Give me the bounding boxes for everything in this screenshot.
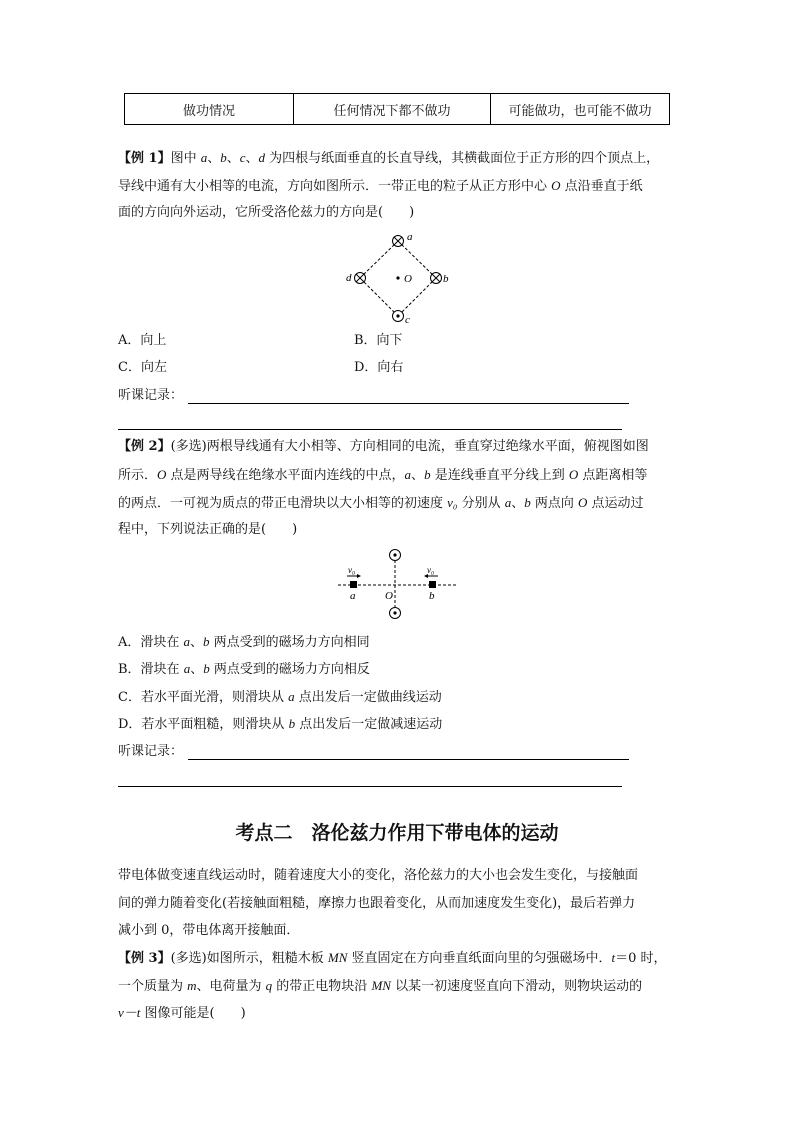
ex1-option-d: D．向右 [354,360,404,375]
ex1-option-c: C．向左 [118,360,167,375]
ex1-record-line [188,403,629,404]
table-cell: 任何情况下都不做功 [294,94,491,125]
wire-b-into-page-icon [431,273,442,284]
ex2-line-4: 程中，下列说法正确的是( ) [118,522,298,537]
table-row [125,94,670,125]
label-O: O [404,273,412,285]
wire-bottom-out-of-page-icon [390,608,401,619]
ex1-record-line-2 [118,429,622,430]
wire-a-into-page-icon [393,236,404,247]
ex1-tag: 【例 1】 [118,151,171,166]
ex2-tag: 【例 2】 [118,439,171,454]
slider-a-block-icon [350,581,357,588]
ex1-line-3: 面的方向向外运动，它所受洛伦兹力的方向是( ) [118,205,415,220]
table-cell: 可能做功，也可能不做功 [491,94,670,125]
ex2-option-d: D．若水平面粗糙，则滑块从 b 点出发后一定做减速运动 [118,716,443,732]
label-c: c [405,314,410,326]
ex2-line-3: 的两点．一可视为质点的带正电滑块以大小相等的初速度 v₀ 分别从 a、b 两点向 O 点运动过 [118,495,644,511]
ex3-line-3: v－t 图像可能是( ) [118,1005,246,1021]
ex1-line-1: 【例 1】图中 a、b、c、d 为四根与纸面垂直的长直导线，其横截面位于正方形的四个顶点上， [118,150,660,166]
ex1-option-a: A．向上 [118,333,167,348]
ex2-option-c: C．若水平面光滑，则滑块从 a 点出发后一定做曲线运动 [118,689,442,705]
ex3-tag: 【例 3】 [118,951,171,966]
label-O: O [385,590,393,602]
ex2-line-1: 【例 2】(多选)两根导线通有大小相等、方向相同的电流，垂直穿过绝缘水平面，俯视图如图 [118,439,649,454]
ex3-line-2: 一个质量为 m、电荷量为 q 的带正电物块沿 MN 以某一初速度竖直向下滑动，则物块运动的 [118,978,643,994]
ex2-record-line-2 [118,786,622,787]
ex2-line-2: 所示．O 点是两导线在绝缘水平面内连线的中点，a、b 是连线垂直平分线上到 O 点距离相等 [118,467,648,483]
wire-c-out-of-page-icon [393,311,404,322]
ex1-option-b: B．向下 [354,333,403,348]
center-point-icon [396,276,399,279]
label-v0-a: v₀ [348,565,356,575]
ex1-record-label: 听课记录： [118,388,184,403]
label-b: b [429,590,435,602]
ex3-line-1: 【例 3】(多选)如图所示，粗糙木板 MN 竖直固定在方向垂直纸面向里的匀强磁场中．t＝0 时， [118,950,667,966]
ex1-line-2: 导线中通有大小相等的电流，方向如图所示．一带正电的粒子从正方形中心 O 点沿垂直于纸 [118,178,643,194]
label-a: a [407,231,413,243]
table-cell: 做功情况 [125,94,294,125]
label-d: d [346,272,352,284]
para-line-3: 减小到 0，带电体离开接触面． [118,923,300,938]
ex2-option-a: A．滑块在 a、b 两点受到的磁场力方向相同 [118,634,370,650]
wire-top-out-of-page-icon [390,550,401,561]
section-title: 考点二 洛伦兹力作用下带电体的运动 [235,822,559,844]
label-b: b [443,273,449,285]
slider-b-block-icon [429,581,436,588]
ex2-option-b: B．滑块在 a、b 两点受到的磁场力方向相反 [118,661,370,677]
ex2-two-wires-figure [330,542,470,624]
label-a: a [350,590,356,602]
comparison-table [124,93,670,125]
para-line-1: 带电体做变速直线运动时，随着速度大小的变化，洛伦兹力的大小也会发生变化，与接触面 [118,868,639,883]
label-v0-b: v₀ [427,565,435,575]
wire-d-into-page-icon [355,273,366,284]
para-line-2: 间的弹力随着变化(若接触面粗糙，摩擦力也跟着变化，从而加速度发生变化)，最后若弹力 [118,896,636,911]
ex2-record-label: 听课记录： [118,744,184,759]
ex1-square-wires-figure [340,228,460,328]
ex2-record-line [188,759,629,760]
